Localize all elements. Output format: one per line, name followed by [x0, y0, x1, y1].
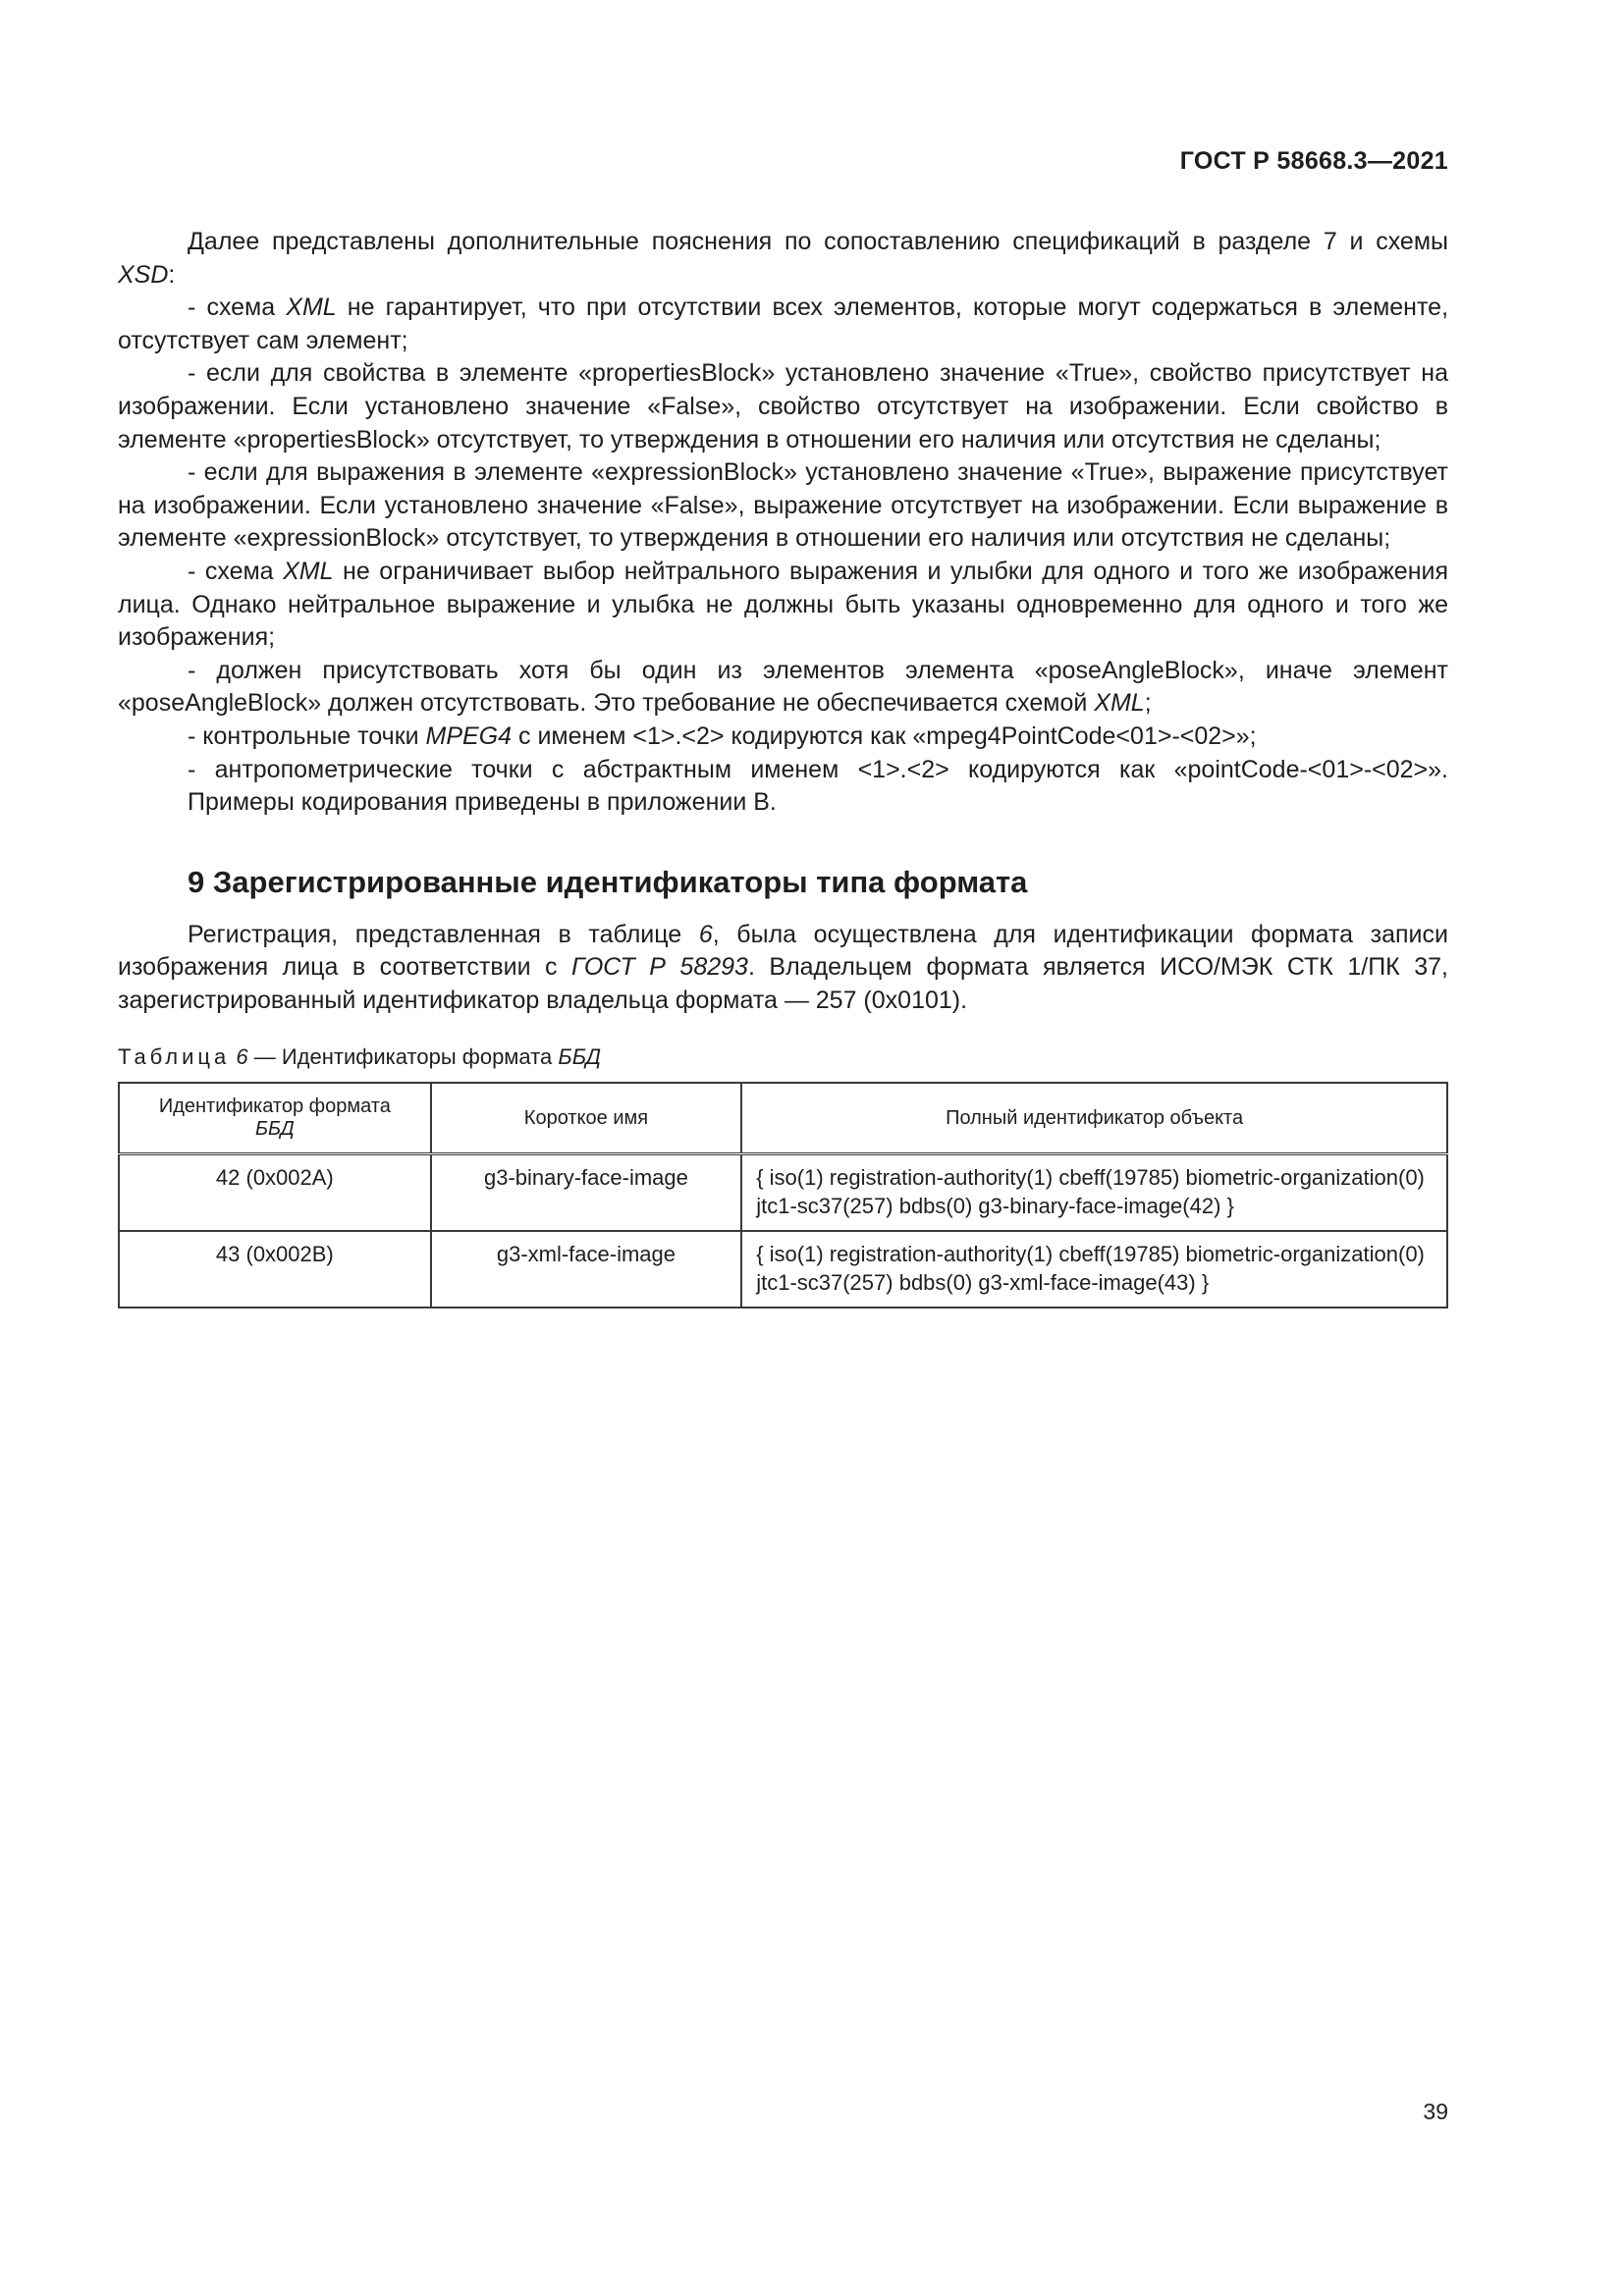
document-code-header: ГОСТ Р 58668.3—2021: [1179, 147, 1448, 175]
paragraph-intro: Далее представлены дополнительные пояснения по сопоставлению спецификаций в разделе 7 и схемы XSD:: [118, 228, 1448, 289]
table-row: [119, 1154, 1447, 1232]
table-header-row: [119, 1083, 1447, 1154]
section-9-title: 9 Зарегистрированные идентификаторы типа формата: [188, 864, 1028, 899]
paragraph-anthropometric-points: - антропометрические точки с абстрактным именем <1>.<2> кодируются как «pointCode-<01>-<02>».: [188, 755, 1448, 783]
cell-full-oid: { iso(1) registration-authority(1) cbeff(19785) biometric-organization(0) jtc1-sc37(257) bdbs(0) g3-xml-face-image(43) }: [741, 1231, 1447, 1308]
paragraph-pose-angle-block: - должен присутствовать хотя бы один из элементов элемента «poseAngleBlock», иначе элемент «poseAngleBlock» должен отсутствовать. Это требование не обеспечивается схемой XML;: [118, 656, 1448, 718]
cell-format-id: 42 (0x002A): [119, 1154, 431, 1232]
cell-format-id: 43 (0x002B): [119, 1231, 431, 1308]
cell-full-oid: { iso(1) registration-authority(1) cbeff(19785) biometric-organization(0) jtc1-sc37(257) bdbs(0) g3-binary-face-image(42) }: [741, 1154, 1447, 1232]
header-format-id: Идентификатор формата ББД: [119, 1083, 431, 1154]
section-9-text: Регистрация, представленная в таблице 6, была осуществлена для идентификации формата записи изображения лица в соответствии с ГОСТ Р 58293. Владельцем формата является ИСО/МЭК СТК 1/ПК 37, зарегистрированный идентификатор владельца формата — 257 (0x0101).: [118, 920, 1448, 1014]
paragraph-expression-block: - если для выражения в элементе «expressionBlock» установлено значение «True», выражение присутствует на изображении. Если установлено значение «False», выражение отсутствует на изображении. Если выражение в элементе «expressionBlock» отсутствует, то утверждения в отношении его наличия или отсутствия не сделаны;: [118, 458, 1448, 553]
table-row: [119, 1231, 1447, 1308]
paragraph-neutral-expression: - схема XML не ограничивает выбор нейтрального выражения и улыбки для одного и того же изображения лица. Однако нейтральное выражение и улыбка не должны быть указаны одновременно для одного и того же изображения;: [118, 557, 1449, 652]
paragraph-mpeg4-points: - контрольные точки MPEG4 с именем <1>.<2> кодируются как «mpeg4PointCode<01>-<02>»;: [188, 721, 1257, 750]
header-full-oid: Полный идентификатор объекта: [741, 1083, 1447, 1154]
cell-short-name: g3-binary-face-image: [431, 1154, 742, 1232]
table-caption: Таблица 6 — Идентификаторы формата ББД: [118, 1044, 602, 1070]
header-short-name: Короткое имя: [431, 1083, 742, 1154]
paragraph-properties-block: - если для свойства в элементе «propertiesBlock» установлено значение «True», свойство присутствует на изображении. Если установлено значение «False», свойство отсутствует на изображении. Если свойство в элементе «propertiesBlock» отсутствует, то утверждения в отношении его наличия или отсутствия не сделаны;: [118, 359, 1448, 454]
cell-short-name: g3-xml-face-image: [431, 1231, 742, 1308]
format-identifiers-table: [118, 1082, 1448, 1308]
paragraph-encoding-examples: Примеры кодирования приведены в приложении В.: [188, 788, 777, 817]
paragraph-xml-schema: - схема XML не гарантирует, что при отсутствии всех элементов, которые могут содержаться в элементе, отсутствует сам элемент;: [118, 294, 1449, 354]
main-content: [118, 226, 1448, 1308]
page-number: 39: [1423, 2099, 1448, 2124]
